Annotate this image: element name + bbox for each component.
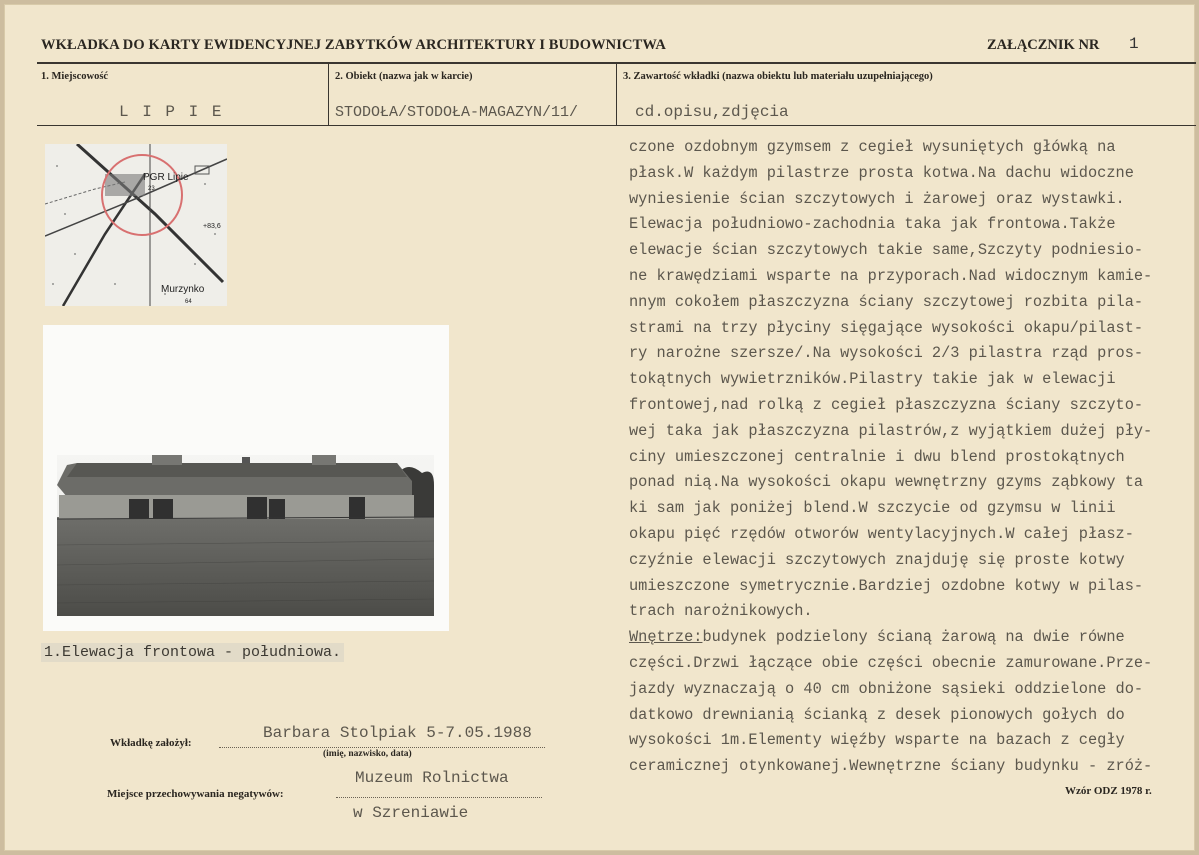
place-value: L I P I E bbox=[119, 103, 224, 121]
author-line bbox=[219, 747, 545, 748]
description-line: wej taka jak płaszczyzna pilastrów,z wyjątkiem dużej pły- bbox=[629, 421, 1153, 440]
description-line: wyniesienie ścian szczytowych i żarowej oraz wystawki. bbox=[629, 189, 1125, 208]
author-label: Wkładkę założył: bbox=[110, 737, 192, 749]
description-line: frontowej,nad rolką z cegieł płaszczyzna ściany szczyto- bbox=[629, 395, 1144, 414]
barn-photo bbox=[43, 325, 449, 631]
description-line: czyźnie elewacji szczytowych znajduję się proste kotwy bbox=[629, 550, 1125, 569]
storage-label: Miejsce przechowywania negatywów: bbox=[107, 788, 284, 800]
object-label: 2. Obiekt (nazwa jak w karcie) bbox=[335, 71, 473, 82]
field-divider-2 bbox=[616, 64, 617, 126]
card-title: WKŁADKA DO KARTY EWIDENCYJNEJ ZABYTKÓW ARCHITEKTURY I BUDOWNICTWA bbox=[41, 37, 666, 53]
interior-first-line bbox=[629, 625, 1194, 651]
description-line: okapu pięć rzędów otworów wentylacyjnych.W całej płasz- bbox=[629, 524, 1134, 543]
description-line: trach narożnikowych. bbox=[629, 602, 813, 621]
location-map bbox=[45, 144, 227, 306]
field-divider-1 bbox=[328, 64, 329, 126]
place-label: 1. Miejscowość bbox=[41, 71, 109, 82]
description-line: nnym cokołem płaszczyzna ściany szczytowej rozbita pila- bbox=[629, 292, 1144, 311]
inventory-card bbox=[4, 4, 1195, 851]
description-line: ponad nią.Na wysokości okapu wewnętrzny gzyms ząbkowy ta bbox=[629, 473, 1144, 492]
description-line: ki sam jak poniżej blend.W szczycie od gzymsu w linii bbox=[629, 499, 1116, 518]
map-drawing bbox=[45, 144, 227, 306]
interior-heading: Wnętrze: bbox=[629, 628, 703, 647]
description-line: płask.W każdym pilastrze prosta kotwa.Na dachu widoczne bbox=[629, 163, 1134, 182]
map-label-elevation: +83,6 bbox=[203, 223, 221, 230]
photo-caption: 1.Elewacja frontowa - południowa. bbox=[41, 643, 344, 662]
map-label-num2: 23 bbox=[148, 186, 155, 192]
interior-line: wysokości 1m.Elementy więźby wsparte na bazach z cegły bbox=[629, 731, 1125, 750]
description-line: strami na trzy płyciny sięgające wysokości okapu/pilast- bbox=[629, 318, 1144, 337]
content-label: 3. Zawartość wkładki (nazwa obiektu lub materiału uzupełniającego) bbox=[623, 71, 933, 82]
interior-line: jazdy wyznaczają o 40 cm obniżone sąsieki oddzielone do- bbox=[629, 679, 1144, 698]
description-line: elewacje ścian szczytowych takie same,Szczyty podniesio- bbox=[629, 241, 1144, 260]
storage-line bbox=[336, 797, 542, 798]
object-value: STODOŁA/STODOŁA-MAGAZYN/11/ bbox=[335, 104, 579, 121]
interior-line: datkowo drewnianią ścianką z desek pionowych gołych do bbox=[629, 705, 1125, 724]
description-line: Elewacja południowo-zachodnia taka jak frontowa.Także bbox=[629, 215, 1116, 234]
content-value: cd.opisu,zdjęcia bbox=[635, 103, 789, 121]
description-line: czone ozdobnym gzymsem z cegieł wysuniętych główką na bbox=[629, 138, 1116, 156]
interior-first-line-rest: budynek podzielony ścianą żarową na dwie równe bbox=[702, 628, 1125, 647]
fields-rule bbox=[37, 125, 1196, 126]
author-value: Barbara Stolpiak 5-7.05.1988 bbox=[263, 724, 532, 742]
description-line: ciny umieszczonej centralnie i dwu blend prostokątnych bbox=[629, 447, 1125, 466]
form-model: Wzór ODZ 1978 r. bbox=[1065, 785, 1152, 797]
description-line: ne krawędziami wsparte na przyporach.Nad widocznym kamie- bbox=[629, 266, 1153, 285]
description-line: tokątnych wywietrzników.Pilastry takie jak w elewacji bbox=[629, 370, 1116, 389]
annex-number: 1 bbox=[1129, 35, 1139, 53]
map-label-town: Murzynko bbox=[161, 284, 205, 295]
interior-line: ceramicznej otynkowanej.Wewnętrzne ściany budynku - zróż- bbox=[629, 757, 1153, 776]
interior-line: części.Drzwi łączące obie części obecnie zamurowane.Prze- bbox=[629, 653, 1153, 672]
author-sublabel: (imię, nazwisko, data) bbox=[323, 749, 412, 759]
map-label-num1: 64 bbox=[185, 299, 192, 305]
annex-label: ZAŁĄCZNIK NR bbox=[987, 37, 1100, 53]
barn-photo-image bbox=[57, 455, 434, 616]
storage-value-line1: Muzeum Rolnictwa bbox=[355, 769, 509, 787]
description-line: ry narożne szersze/.Na wysokości 2/3 pilastra rząd pros- bbox=[629, 344, 1144, 363]
description-text bbox=[629, 135, 1194, 780]
description-line: umieszczone symetrycznie.Bardziej ozdobne kotwy w pilas- bbox=[629, 576, 1144, 595]
map-label-pgr: PGR Lipie bbox=[143, 172, 189, 183]
storage-value-line2: w Szreniawie bbox=[353, 804, 469, 822]
